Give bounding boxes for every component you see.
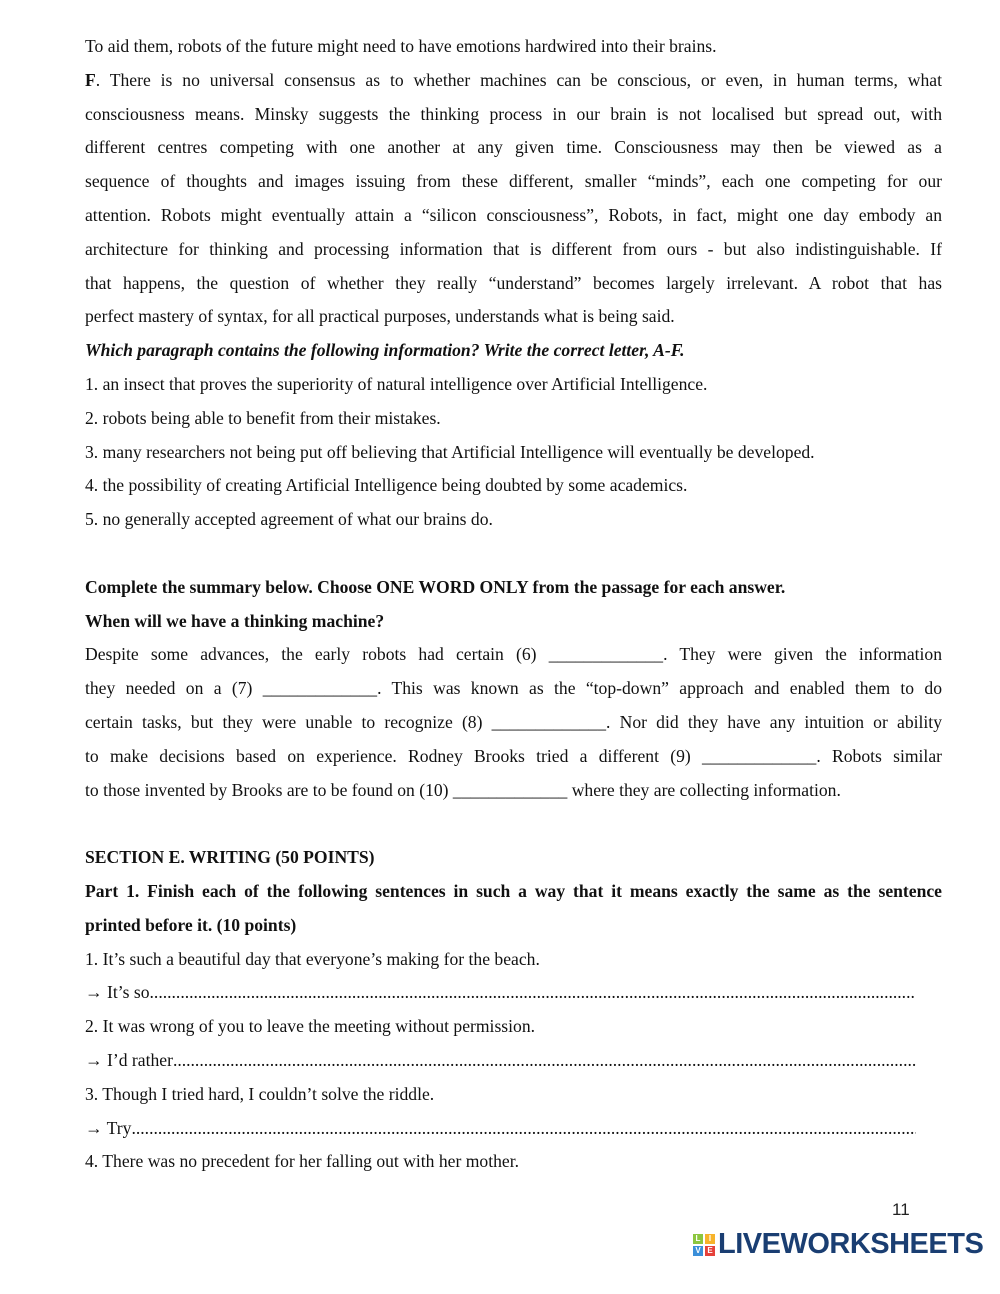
answer-prompt: → Try [85,1117,132,1138]
summary-instruction: Complete the summary below. Choose ONE WORD ONLY from the passage for each answer. [85,576,786,597]
summary-line: they needed on a (7) _____________. This was known as the “top-down” approach and enabled them to do [85,678,942,699]
paragraph-f-line: attention. Robots might eventually attain a “silicon consciousness”, Robots, in fact, might one day embody an [85,204,942,225]
worksheet-page [85,30,942,1179]
logo-tiles-icon [693,1234,715,1256]
paragraph-f-line: different centres competing with one another at any given time. Consciousness may then be viewed as a [85,137,942,158]
answer-dots[interactable] [173,1044,916,1078]
liveworksheets-logo [693,1228,983,1261]
answer-line[interactable] [85,1112,916,1146]
summary-line: to make decisions based on experience. Rodney Brooks tried a different (9) _____________. Robots similar [85,745,942,766]
writing-sentence: 4. There was no precedent for her falling out with her mother. [85,1151,520,1172]
section-title: SECTION E. WRITING (50 POINTS) [85,847,375,868]
paragraph-f-line: perfect mastery of syntax, for all practical purposes, understands what is being said. [85,306,675,327]
paragraph-f-line [85,64,942,98]
summary-title: When will we have a thinking machine? [85,610,385,631]
summary-line: Despite some advances, the early robots had certain (6) _____________. They were given the information [85,644,942,665]
paragraph-f-line: architecture for thinking and processing information that is different from ours - but also indistinguishable. If [85,238,942,259]
logo-tile: V [693,1246,703,1256]
part1-instruction: printed before it. (10 points) [85,914,297,935]
paragraph-letter: F [85,69,96,90]
paragraph-text: . There is no universal consensus as to whether machines can be conscious, or even, in human terms, what [95,69,942,90]
answer-prompt: → It’s so [85,982,150,1003]
summary-line: to those invented by Brooks are to be found on (10) _____________ where they are collecting information. [85,779,841,800]
writing-sentence: 1. It’s such a beautiful day that everyone’s making for the beach. [85,948,540,969]
matching-item: 3. many researchers not being put off believing that Artificial Intelligence will eventually be developed. [85,441,815,462]
logo-text: LIVEWORKSHEETS [718,1228,984,1260]
passage-line: To aid them, robots of the future might need to have emotions hardwired into their brains. [85,36,717,56]
paragraph-f-line: consciousness means. Minsky suggests the thinking process in our brain is not localised but spread out, with [85,103,942,124]
answer-dots[interactable] [150,976,916,1010]
matching-item: 2. robots being able to benefit from their mistakes. [85,407,441,428]
paragraph-f-line: sequence of thoughts and images issuing from these different, smaller “minds”, each one competing for our [85,171,942,192]
logo-tile: L [693,1234,703,1244]
answer-line[interactable] [85,976,916,1010]
page-number: 11 [892,1200,910,1219]
matching-instruction: Which paragraph contains the following information? Write the correct letter, A-F. [85,340,685,361]
matching-item: 1. an insect that proves the superiority of natural intelligence over Artificial Intelligence. [85,373,708,394]
logo-tile: E [705,1246,715,1256]
logo-tile: I [705,1234,715,1244]
paragraph-f-line: that happens, the question of whether they really “understand” becomes largely irrelevant. A robot that has [85,272,942,293]
writing-sentence: 3. Though I tried hard, I couldn’t solve the riddle. [85,1083,435,1104]
part1-instruction: Part 1. Finish each of the following sentences in such a way that it means exactly the same as the sentence [85,880,942,901]
matching-item: 5. no generally accepted agreement of what our brains do. [85,509,493,530]
answer-prompt: → I’d rather [85,1049,173,1070]
answer-dots[interactable] [131,1112,916,1146]
writing-sentence: 2. It was wrong of you to leave the meeting without permission. [85,1016,536,1037]
answer-line[interactable] [85,1044,916,1078]
spacer [85,537,942,571]
summary-line: certain tasks, but they were unable to recognize (8) _____________. Nor did they have any intuition or ability [85,711,942,732]
matching-item: 4. the possibility of creating Artificial Intelligence being doubted by some academics. [85,475,688,496]
spacer [85,807,942,841]
